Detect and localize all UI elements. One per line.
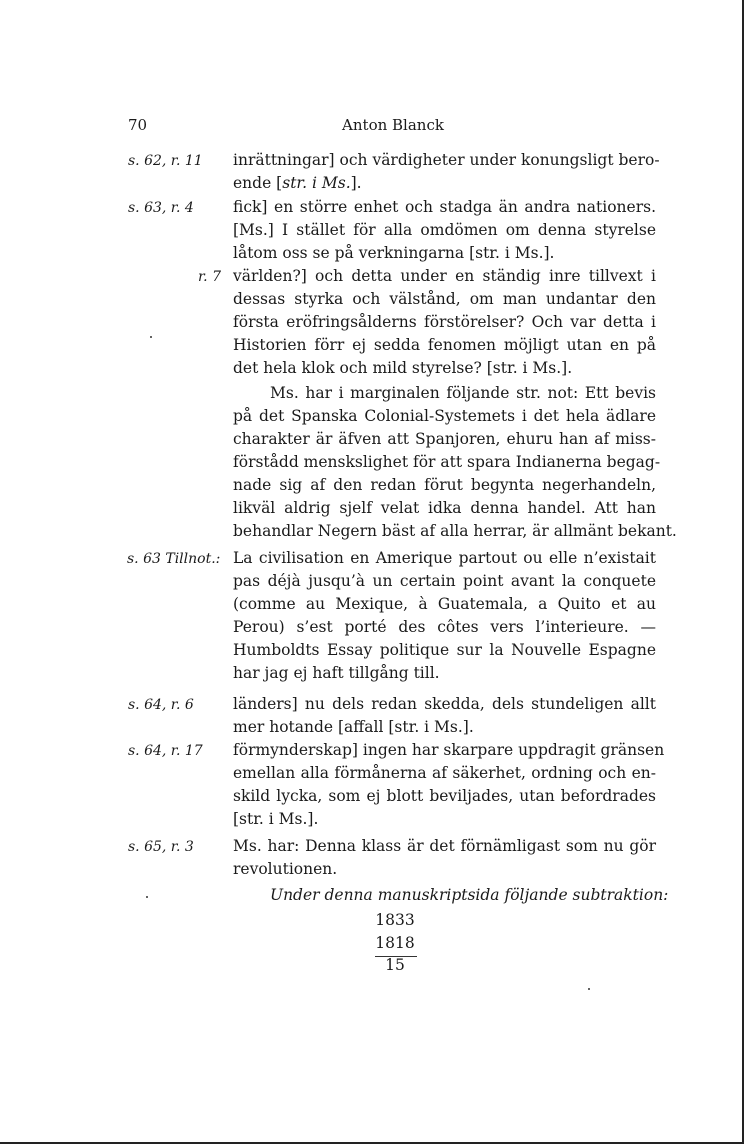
- scan-speck: [146, 896, 148, 898]
- text-line: inrättningar] och värdigheter under konungsligt bero-: [233, 151, 660, 169]
- text-line: Humboldts Essay politique sur la Nouvelle Espagne: [233, 641, 656, 659]
- entry-ref: s. 63 Tillnot.:: [127, 551, 221, 567]
- entry-ref: s. 63, r. 4: [128, 200, 194, 216]
- text-line: revolutionen.: [233, 860, 338, 878]
- text-line: Ms. har i marginalen följande str. not: Ett bevis: [270, 384, 656, 402]
- text-line: fick] en större enhet och stadga än andra nationers.: [233, 198, 656, 216]
- text-line: dessas styrka och välstånd, om man undantar den: [233, 290, 656, 308]
- text-line: emellan alla förmånerna af säkerhet, ordning och en-: [233, 764, 656, 782]
- entry-ref: s. 64, r. 17: [128, 743, 203, 759]
- editorial-mark: str. i Ms.: [282, 174, 351, 192]
- page-number: 70: [128, 116, 148, 134]
- text-line: länders] nu dels redan skedda, dels stundeligen allt: [233, 695, 656, 713]
- text-line: förstådd menskslighet för att spara Indianerna begag-: [233, 453, 661, 471]
- text-line: det hela klok och mild styrelse? [str. i Ms.].: [233, 359, 573, 377]
- entry-ref: s. 65, r. 3: [128, 839, 194, 855]
- text-line: nade sig af den redan förut begynta negerhandeln,: [233, 476, 656, 494]
- text-line: La civilisation en Amerique partout ou elle n’existait: [233, 549, 656, 567]
- text-line: förmynderskap] ingen har skarpare uppdragit gränsen: [233, 741, 665, 759]
- text-line: pas déjà jusqu’à un certain point avant la conquete: [233, 572, 656, 590]
- text-line: Historien förr ej sedda fenomen möjligt utan en på: [233, 336, 656, 354]
- entry-ref: r. 7: [198, 269, 221, 285]
- text-line: låtom oss se på verkningarna [str. i Ms.].: [233, 244, 555, 262]
- subtraction-caption: Under denna manuskriptsida följande subtraktion:: [270, 886, 669, 904]
- text-line: skild lycka, som ej blott beviljades, utan befordrades: [233, 787, 656, 805]
- text-line: ende [str. i Ms.].: [233, 174, 362, 192]
- entry-ref: s. 64, r. 6: [128, 697, 194, 713]
- scan-speck: [588, 988, 590, 990]
- text-line: likväl aldrig sjelf velat idka denna handel. Att han: [233, 499, 656, 517]
- entry-ref: s. 62, r. 11: [128, 153, 203, 169]
- subtraction-value: 1818: [375, 934, 415, 952]
- text-line: charakter är äfven att Spanjoren, ehuru han af miss-: [233, 430, 656, 448]
- scan-speck: [150, 336, 152, 338]
- running-head: [128, 116, 658, 136]
- text-line: (comme au Mexique, à Guatemala, a Quito et au: [233, 595, 656, 613]
- text-line: har jag ej haft tillgång till.: [233, 664, 440, 682]
- text-line: första eröfringsålderns förstörelser? Och var detta i: [233, 313, 656, 331]
- text-line: världen?] och detta under en ständig inre tillvext i: [233, 267, 656, 285]
- text-line: på det Spanska Colonial-Systemets i det hela ädlare: [233, 407, 656, 425]
- text-line: [Ms.] I stället för alla omdömen om denna styrelse: [233, 221, 656, 239]
- subtraction-value: 1833: [375, 911, 415, 929]
- running-head-author: Anton Blanck: [342, 116, 444, 134]
- text-line: mer hotande [affall [str. i Ms.].: [233, 718, 474, 736]
- text-line: Ms. har: Denna klass är det förnämligast som nu gör: [233, 837, 656, 855]
- text-line: [str. i Ms.].: [233, 810, 319, 828]
- subtraction-result: 15: [385, 956, 405, 974]
- text-line: Perou) s’est porté des côtes vers l’interieure. —: [233, 618, 656, 636]
- text-line: behandlar Negern bäst af alla herrar, är allmänt bekant.: [233, 522, 677, 540]
